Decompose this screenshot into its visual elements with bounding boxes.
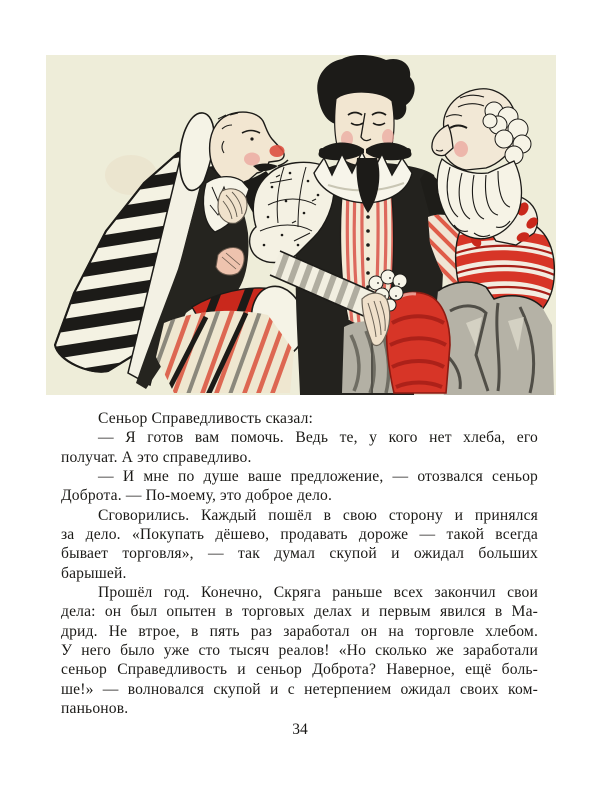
text-line: получат. А это справедливо. [61,448,252,466]
text-line: — Я готов вам помочь. Ведь те, у кого нет хлеба, его [98,429,538,447]
text-line: Сеньор Справедливость сказал: [98,410,314,427]
left-figure-hand [218,189,247,224]
text-line: У него было уже сто тысяч реалов! «Но сколько же заработали [61,642,538,660]
text-line: сеньор Справедливость и сеньор Доброта? Наверное, ещё боль- [61,661,538,679]
text-line: бывает торговля», — так думал скупой и ожидал больших [61,545,538,563]
page-number: 34 [292,721,308,738]
text-line: ше!» — волновался скупой и с нетерпением ожидал своих ком- [61,680,538,698]
illustration-three-senors [46,55,556,395]
text-line: за дело. «Покупать дёшево, продавать дороже — такой всегда [61,526,538,544]
illustration-drawing [46,55,556,395]
text-line: барышей. [61,564,127,582]
text-line: Сговорились. Каждый пошёл в свою сторону и принялся [98,506,538,524]
text-line: — И мне по душе ваше предложение, — отозвался сеньор [98,468,538,486]
body-text [61,409,538,719]
text-line: дрид. Не втрое, в пять раз заработал он на торговле хлебом. [61,622,538,640]
text-line: паньонов. [61,700,129,718]
left-figure-red-nose [270,145,285,157]
text-line: Доброта. — По-моему, это доброе дело. [61,487,333,505]
text-line: дела: он был опытен в торговых делах и первым явился в Ма- [61,603,538,621]
text-line: Прошёл год. Конечно, Скряга раньше всех закончил свои [98,584,538,602]
